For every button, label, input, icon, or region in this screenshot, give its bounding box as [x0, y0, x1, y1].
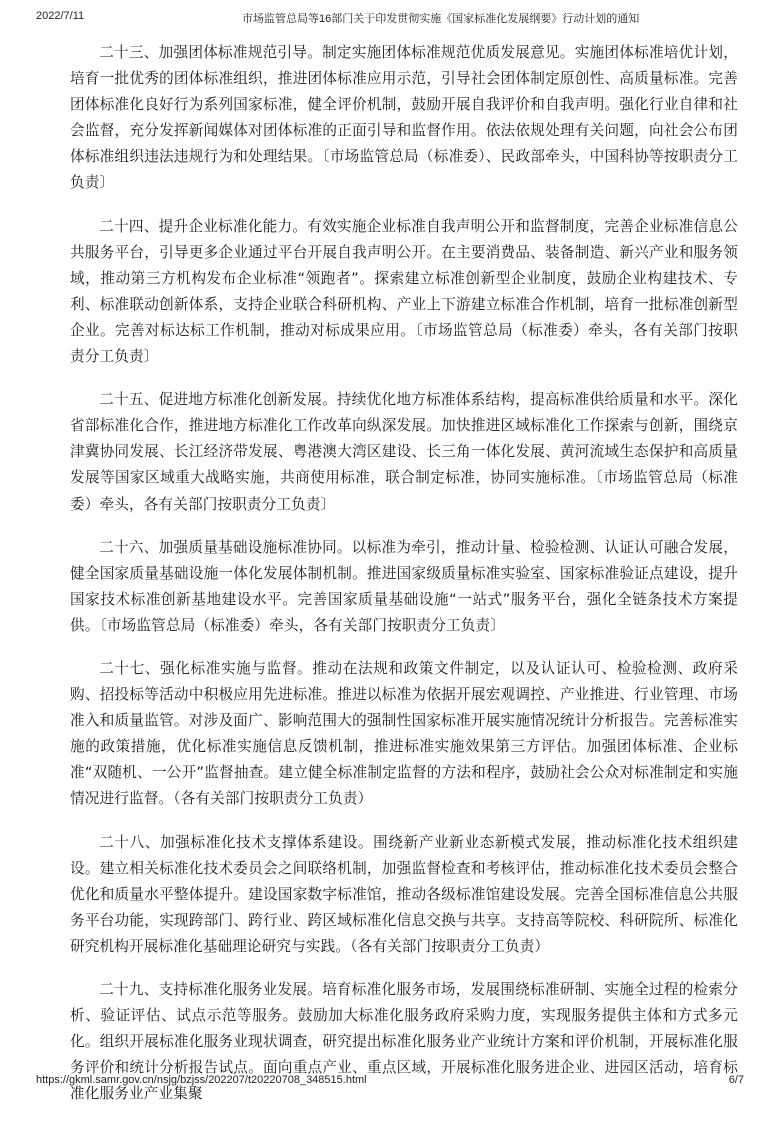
paragraph-27: 二十七、强化标准实施与监督。推动在法规和政策文件制定，以及认证认可、检验检测、政府采购、招投标等活动中积极应用先进标准。推进以标准为依据开展宏观调控、产业推进、行业管理、市场准入和质量监管。对涉及面广、影响范围大的强制性国家标准开展实施情况统计分析报告。完善标准实施的政策措施，优化标准实施信息反馈机制，推进标准实施效果第三方评估。加强团体标准、企业标准“双随机、一公开”监督抽查。建立健全标准制定监督的方法和程序，鼓励社会公众对标准制定和实施情况进行监督。（各有关部门按职责分工负责）	[70, 659, 738, 808]
paragraph-25: 二十五、促进地方标准化创新发展。持续优化地方标准体系结构，提高标准供给质量和水平。深化省部标准化合作，推进地方标准化工作改革向纵深发展。加快推进区域标准化工作探索与创新，围绕京津冀协同发展、长江经济带发展、粤港澳大湾区建设、长三角一体化发展、黄河流域生态保护和高质量发展等国家区域重大战略实施，共商使用标准，联合制定标准，协同实施标准。〔市场监管总局（标准委）牵头，各有关部门按职责分工负责〕	[70, 391, 738, 513]
paragraph-23: 二十三、加强团体标准规范引导。制定实施团体标准规范优质发展意见。实施团体标准培优计划，培育一批优秀的团体标准组织，推进团体标准应用示范，引导社会团体制定原创性、高质量标准。完善团体标准化良好行为系列国家标准，健全评价机制，鼓励开展自我评价和自我声明。强化行业自律和社会监督，充分发挥新闻媒体对团体标准的正面引导和监督作用。依法依规处理有关问题，向社会公布团体标准组织违法违规行为和处理结果。〔市场监管总局（标准委）、民政部牵头，中国科协等按职责分工负责〕	[70, 44, 738, 192]
document-body	[70, 40, 738, 1124]
print-date: 2022/7/11	[36, 10, 85, 22]
paragraph-29: 二十九、支持标准化服务业发展。培育标准化服务市场，发展围绕标准研制、实施全过程的检索分析、验证评估、试点示范等服务。鼓励加大标准化服务政府采购力度，实现服务提供主体和方式多元化。组织开展标准化服务业现状调查，研究提出标准化服务业产业统计方案和评价机制，开展标准化服务评价和统计分析报告试点。面向重点产业、重点区域，开展标准化服务进企业、进园区活动，培育标准化服务业产业集聚	[70, 981, 738, 1103]
page-number: 6/7	[728, 1074, 744, 1086]
paragraph-28: 二十八、加强标准化技术支撑体系建设。围绕新产业新业态新模式发展，推动标准化技术组织建设。建立相关标准化技术委员会之间联络机制，加强监督检查和考核评估，推动标准化技术委员会整合优化和质量水平整体提升。建设国家数字标准馆，推动各级标准馆建设发展。完善全国标准信息公共服务平台功能，实现跨部门、跨行业、跨区域标准化信息交换与共享。支持高等院校、科研院所、标准化研究机构开展标准化基础理论研究与实践。（各有关部门按职责分工负责）	[70, 833, 738, 955]
paragraph-24: 二十四、提升企业标准化能力。有效实施企业标准自我声明公开和监督制度，完善企业标准信息公共服务平台，引导更多企业通过平台开展自我声明公开。在主要消费品、装备制造、新兴产业和服务领域，推动第三方机构发布企业标准“领跑者”。探索建立标准创新型企业制度，鼓励企业构建技术、专利、标准联动创新体系，支持企业联合科研机构、产业上下游建立标准合作机制，培育一批标准创新型企业。完善对标达标工作机制，推动对标成果应用。〔市场监管总局（标准委）牵头，各有关部门按职责分工负责〕	[70, 217, 738, 366]
document-title: 市场监管总局等16部门关于印发贯彻实施《国家标准化发展纲要》行动计划的通知	[242, 13, 640, 25]
source-url-link[interactable]: https://gkml.samr.gov.cn/nsjg/bzjss/202207/t20220708_348515.html	[36, 1074, 367, 1086]
paragraph-26: 二十六、加强质量基础设施标准协同。以标准为牵引，推动计量、检验检测、认证认可融合发展，健全国家质量基础设施一体化发展体制机制。推进国家级质量标准实验室、国家标准验证点建设，提升国家技术标准创新基地建设水平。完善国家质量基础设施“一站式”服务平台，强化全链条技术方案提供。〔市场监管总局（标准委）牵头，各有关部门按职责分工负责〕	[70, 538, 738, 634]
print-footer	[36, 1074, 744, 1090]
print-header	[36, 10, 744, 26]
